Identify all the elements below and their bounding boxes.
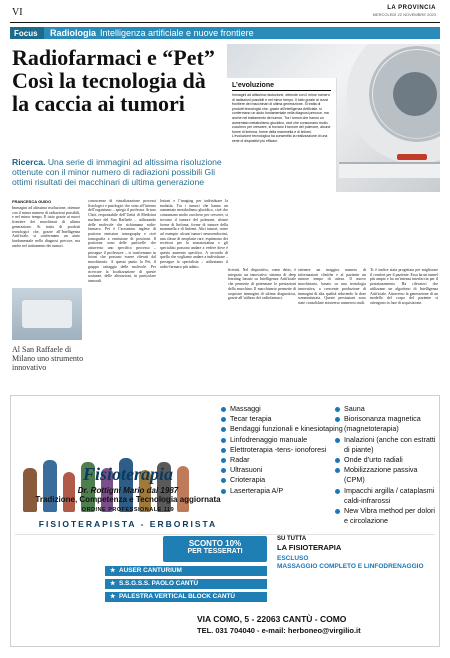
club-stripe xyxy=(105,592,267,602)
service-item: Inalazioni (anche con estratti di piante) xyxy=(335,435,439,455)
section-band xyxy=(10,27,440,39)
service-item: Biorisonanza magnetica (magnetoterapia) xyxy=(335,414,439,434)
discount-scope-a: SU TUTTA xyxy=(277,536,307,542)
masthead-date: MERCOLEDÌ 22 NOVEMBRE 2023 xyxy=(372,12,436,17)
headline: Radiofarmaci e “Pet” Così la tecnologia dà la caccia ai tumori xyxy=(12,45,215,116)
club-name: S.S.G.S.S. PAOLO CANTÙ xyxy=(119,580,199,587)
discount-target: PER TESSERATI xyxy=(187,548,243,555)
byline: FRANCESCA GUIDO xyxy=(12,199,52,204)
page-number: VI xyxy=(12,7,23,18)
ad-doctor: Dr. Rottigni Mario dal 1987 xyxy=(77,486,179,495)
discount-badge xyxy=(163,536,267,562)
scanner-photo xyxy=(227,44,440,192)
ad-phone-email: TEL. 031 704040 - e-mail: herboneo@virgilio.it xyxy=(197,626,361,635)
section-topic xyxy=(44,27,440,39)
article-column-5: ottenere un maggior numero di informazioni cliniche e al paziente un minore tempo di attesa. Il nuovo macchinario, basato su una tecnologia innovativa, a crescente produzione di immagini di alta qualità riducendo la dose somministrata. Queste prestazioni sono state consolidate attraverso numerosi studi. xyxy=(298,268,366,305)
ad-order: ORDINE PROFESSIONALE 119 xyxy=(81,507,175,513)
star-icon: ★ xyxy=(110,594,116,600)
service-item: Massaggi xyxy=(221,404,343,414)
service-item: Laserterapia A/P xyxy=(221,486,343,496)
header-rule xyxy=(10,22,440,23)
service-item: New Vibra method per dolori e circolazione xyxy=(335,506,439,526)
discount-exclusion-b: MASSAGGIO COMPLETO E LINFODRENAGGIO xyxy=(277,562,424,570)
service-item: Crioterapia xyxy=(221,475,343,485)
lead-label: Ricerca. xyxy=(12,157,46,167)
club-name: AUSER CANTURIUM xyxy=(119,567,182,574)
ad-tagline: Tradizione, Competenza e Tecnologia aggiornata xyxy=(35,495,221,504)
club-stripe xyxy=(105,566,267,576)
ad-divider xyxy=(15,534,435,535)
info-box-label: L’evoluzione xyxy=(232,82,331,91)
service-item: Ultrasuoni xyxy=(221,465,343,475)
topic-name: Radiologia xyxy=(50,28,97,38)
service-item: Elettroterapia -tens- ionoforesi xyxy=(221,445,343,455)
article-column-6: Tc è inoltre stata progettata per migliorare il comfort per il paziente. Essa ha un tunnel più ampio e ha un’intensa interfaccia per il posizionamento. Ha rilevatori che utilizzano un algoritmo di Intelligenza Artificiale. Attraverso la generazione di un modello del corpo del paziente si ottengono in fase di acquisizione. xyxy=(370,268,438,305)
club-stripe xyxy=(105,579,267,589)
ad-title: Fisioterapia xyxy=(82,464,173,484)
star-icon: ★ xyxy=(110,581,116,587)
scanner-bed xyxy=(339,162,440,178)
ad-profession: FISIOTERAPISTA - ERBORISTA xyxy=(38,519,218,529)
discount-exclusion-a: ESCLUSO xyxy=(277,554,309,562)
service-item: Onde d’urto radiali xyxy=(335,455,439,465)
scanner-tunnel xyxy=(393,72,437,116)
service-item: Mobilizzazione passiva (CPM) xyxy=(335,465,439,485)
scanner-red-accent xyxy=(397,154,427,160)
service-item: Impacchi argilla / cataplasmi caldi-infrarossi xyxy=(335,486,439,506)
ad-contact xyxy=(197,614,427,635)
services-list-right xyxy=(335,404,439,526)
article-column-2: conoscenze di visualizzazione processi fisiologici e patologici che sono all’interno dell’organismo – spiega il professor Arturo Chiti, responsabile dell’Unità di Medicina nucleare del San Raffaele – utilizzando delle molecole che richiamano radio-farmaco. Pet è l’acronimo inglese di positron emission tomography e cioè tomografia a emissione di positroni. Il positrone sono delle particelle che attraverso uno specifico processo – prosegue il professore – si trasformano in fotoni che possono essere rilevati dal macchinario. A questo punto la Pet, il gruppo cattaggio delle molecole. Per ricercare la localizzazione di queste sostanze, delle alterazioni, in particolare tumorali. xyxy=(88,199,156,283)
services-list-left xyxy=(221,404,343,496)
service-item: Linfodrenaggio manuale xyxy=(221,435,343,445)
ad-address: VIA COMO, 5 - 22063 CANTÙ - COMO xyxy=(197,614,347,624)
article-column-1: Immagini ad altissima risoluzione, ottenute con il minor numero di radiazioni possibili, e nel minor tempo. Il tutto grazie ai nuovi frontiere dei macchinari di ultima generazione. Si tratta di prodotti tecnologici che, grazie all’Intelligenza Artificiale, si confermano un aiuto fondamentale nella diagnosi precoce, ma anche nel trattamento dei tumori. xyxy=(12,206,80,248)
masthead-name: LA PROVINCIA xyxy=(387,5,436,11)
service-item: Bendaggi funzionali e kinesiotaping xyxy=(221,424,343,434)
article-column-4: ficienti. Nel dispositivo, come detto, è integrato un innovativo sistema di deep learning basato su Intelligenza Artificiale che permette di potenziare le prestazioni della macchina. Il macchinario permette di acquisire immagini di ultima diagnostica, grazie all’utilizzo dei radiofarmaci. xyxy=(228,268,296,301)
lead-paragraph xyxy=(12,157,224,187)
masthead xyxy=(373,5,436,17)
info-box xyxy=(227,78,337,192)
machine-photo xyxy=(12,288,82,340)
focus-label: Focus xyxy=(10,27,44,39)
topic-subtitle: Intelligenza artificiale e nuove frontiere xyxy=(100,28,254,38)
service-item: Radar xyxy=(221,455,343,465)
discount-details xyxy=(277,536,427,571)
photo-caption: Al San Raffaele di Milano uno strumento innovativo xyxy=(12,345,84,372)
lead-text: Una serie di immagini ad altissima risoluzione ottenute con il minor numero di radiazioni possibili Gli ottimi risultati dei macchinari di ultima generazione xyxy=(12,157,222,187)
star-icon: ★ xyxy=(110,568,116,574)
discount-amount: SCONTO 10% xyxy=(188,539,242,548)
club-name: PALESTRA VERTICAL BLOCK CANTÙ xyxy=(119,593,235,600)
advertisement xyxy=(10,395,440,647)
info-box-text: Immagini ad altissima risoluzione, ottenute con il minor numero di radiazioni possibili e nel minor tempo. Il tutto grazie ai nuovi frontiere dei macchinari di ultima generazione. Si tratta di prodotti tecnologici che, grazie all’Intelligenza Artificiale, si confermano un aiuto fondamentale nella diagnosi precoce, ma anche nel trattamento dei tumori. Tra i tumori che hanno un aumentato metabolismo glucidico, cioè che consumano molto zucchero per crescere, si trovano il tumore del polmone, alcune forme di linfoma, forme della mammella e di linfomi. L’evoluzione tecnologica ha consentito la realizzazione di una serie di dispositivi più efficaci. xyxy=(232,93,331,143)
article-column-3: lesioni e l’imaging per individuare la malattia. Tra i tumori che hanno un aumentato metabolismo glucidico, cioè che consumano molto zucchero per crescere, si trovano il tumore del polmone, alcune forme di linfoma, forme di tumore della mammella e di linfomi. Altri tumori, come ad esempio alcuni tumori neuroendocrini, una classe di neoplasie rare, esprimono dei recettori per la somatostatina e gli specialisti possono andare a vedere dove è questo aumento specifico. A seconda di quello che vogliamo andare a individuare – prosegue lo specialista – utilizziamo il radio-farmaco più adatto. xyxy=(160,199,228,269)
discount-scope-b: LA FISIOTERAPIA xyxy=(277,542,342,552)
service-item: Tecar terapia xyxy=(221,414,343,424)
service-item: Sauna xyxy=(335,404,439,414)
